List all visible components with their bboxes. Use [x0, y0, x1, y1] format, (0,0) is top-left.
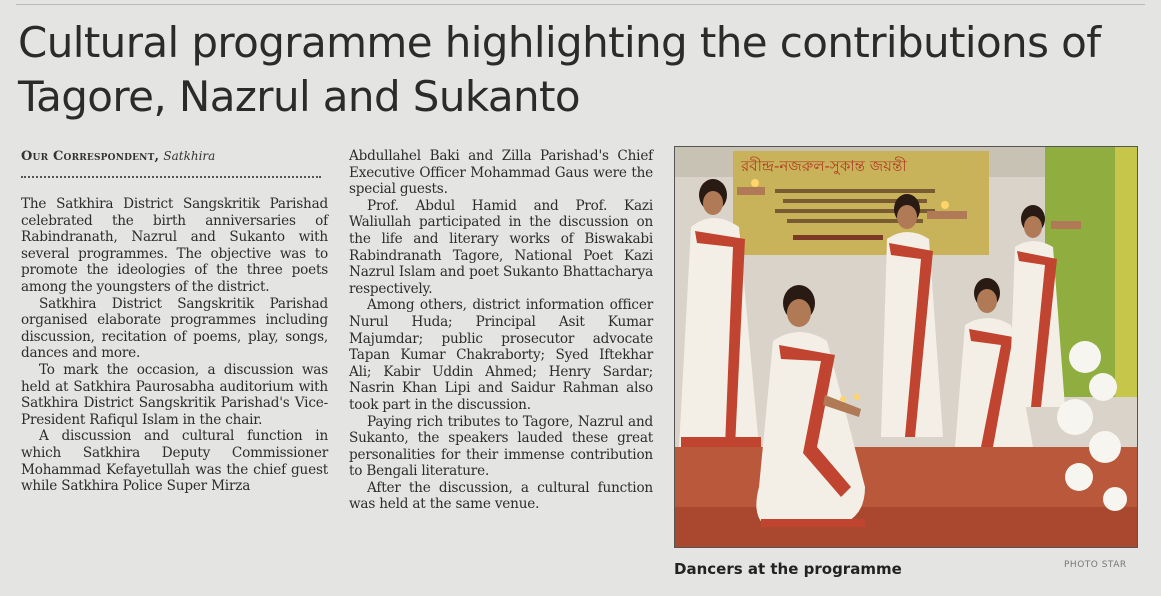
top-rule — [16, 4, 1145, 5]
paragraph: The Satkhira District Sangskritik Parishad celebrated the birth anniversaries of Rabindranath, Nazrul and Sukanto with several programmes. The objective was to promote the ideologies of the three poets among the youngsters of the district. — [21, 196, 328, 295]
paragraph: After the discussion, a cultural function was held at the same venue. — [349, 479, 653, 513]
article-column-2 — [349, 148, 653, 513]
article-column-1 — [21, 196, 328, 495]
dancers-photo — [674, 146, 1138, 548]
paragraph: Among others, district information officer Nurul Huda; Principal Asit Kumar Majumdar; public prosecutor advocate Tapan Kumar Chakraborty; Syed Iftekhar Ali; Kabir Uddin Ahmed; Henry Sardar; Nasrin Khan Lipi and Saidur Rahman also took part in the discussion. — [349, 297, 653, 413]
paragraph: Paying rich tributes to Tagore, Nazrul and Sukanto, the speakers lauded these great personalities for their immense contribution to Bengali literature. — [349, 413, 653, 480]
paragraph: To mark the occasion, a discussion was held at Satkhira Paurosabha auditorium with Satkhira District Sangskritik Parishad's Vice-President Rafiqul Islam in the chair. — [21, 361, 328, 428]
byline — [21, 149, 321, 164]
banner-text: রবীন্দ্র-নজরুল-সুকান্ত জয়ন্তী — [741, 157, 907, 175]
dancers-photo-illustration — [675, 147, 1137, 547]
paragraph: Satkhira District Sangskritik Parishad organised elaborate programmes including discussion, recitation of poems, play, songs, dances and more. — [21, 295, 328, 362]
photo-credit: PHOTO STAR — [1064, 560, 1127, 570]
byline-place: Satkhira — [163, 149, 216, 163]
headline: Cultural programme highlighting the contributions of Tagore, Nazrul and Sukanto — [18, 18, 1101, 121]
byline-divider — [21, 176, 321, 178]
paragraph: A discussion and cultural function in which Satkhira Deputy Commissioner Mohammad Kefayetullah was the chief guest while Satkhira Police Super Mirza — [21, 428, 328, 495]
byline-name: Our Correspondent, — [21, 149, 160, 164]
paragraph: Abdullahel Baki and Zilla Parishad's Chief Executive Officer Mohammad Gaus were the special guests. — [349, 148, 653, 198]
photo-caption: Dancers at the programme — [674, 560, 902, 578]
paragraph: Prof. Abdul Hamid and Prof. Kazi Waliullah participated in the discussion on the life and literary works of Biswakabi Rabindranath Tagore, National Poet Kazi Nazrul Islam and poet Sukanto Bhattacharya respectively. — [349, 197, 653, 297]
